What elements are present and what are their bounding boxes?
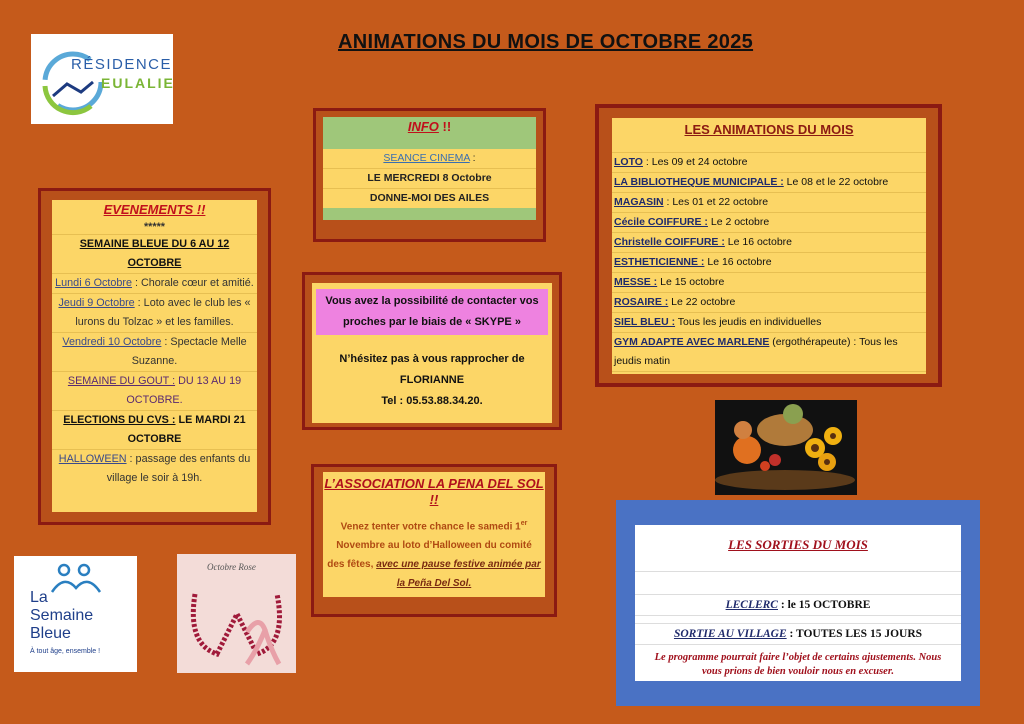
info-film: DONNE-MOI DES AILES <box>369 192 490 204</box>
animation-row-value: Le 08 et le 22 octobre <box>783 176 889 188</box>
animation-row-value: Tous les jeudis en individuelles <box>675 316 822 328</box>
residence-eulalie-logo <box>31 34 173 124</box>
event-jeudi-text: : Loto avec le club les « lurons du Tolzac » et les familles. <box>75 297 251 328</box>
evenements-heading: EVENEMENTS !! <box>103 202 206 217</box>
animation-row-value: Le 16 octobre <box>724 236 792 248</box>
animation-row <box>612 233 926 253</box>
semaine-bleue-tagline: À tout âge, ensemble ! <box>30 648 101 655</box>
semaine-bleue-logo <box>14 556 137 672</box>
cvs-label: ELECTIONS DU CVS : <box>63 414 176 426</box>
animation-row-label: ESTHETICIENNE : <box>614 256 705 268</box>
event-vendredi <box>52 333 257 372</box>
skype-panel <box>312 283 552 423</box>
event-lundi-text: : Chorale cœur et amitié. <box>132 277 254 289</box>
animation-row-label: Cécile COIFFURE : <box>614 216 708 228</box>
pena-text-part1: Venez tenter votre chance le samedi 1 <box>340 521 521 533</box>
octobre-rose-image <box>177 554 296 673</box>
info-panel <box>323 117 536 217</box>
event-elections-cvs <box>52 411 257 450</box>
animation-row-value: (ergothérapeute) : Tous les jeudis matin <box>614 336 898 367</box>
skype-highlight: Vous avez la possibilité de contacter vos proches par le biais de « SKYPE » <box>316 289 548 335</box>
info-seance-colon: : <box>469 152 476 164</box>
animation-row-label: MAGASIN <box>614 196 664 208</box>
event-jeudi <box>52 294 257 333</box>
animations-panel <box>612 118 926 374</box>
animation-row-value: : Les 09 et 24 octobre <box>642 156 748 168</box>
animation-row <box>612 213 926 233</box>
info-heading-bang: !! <box>438 119 452 134</box>
autumn-pumpkin-image <box>715 400 857 495</box>
info-seance-label: SEANCE CINEMA <box>383 152 470 164</box>
skype-contact-text: N’hésitez pas à vous rapprocher de FLORIANNE <box>339 353 525 386</box>
sorties-panel <box>635 525 961 681</box>
halloween-label: HALLOWEEN <box>58 453 127 465</box>
animation-row-value: Le 2 octobre <box>707 216 770 228</box>
leclerc-label: LECLERC <box>725 599 778 611</box>
pena-panel <box>323 472 545 597</box>
info-heading-band <box>323 117 536 149</box>
animations-heading: LES ANIMATIONS DU MOIS <box>612 118 926 153</box>
autumn-illustration <box>715 400 857 495</box>
event-jeudi-day: Jeudi 9 Octobre <box>58 297 135 309</box>
animation-row-value: : Les 01 et 22 octobre <box>663 196 769 208</box>
info-heading: INFO <box>407 119 439 134</box>
semaine-bleue-heading: SEMAINE BLEUE DU 6 AU 12 OCTOBRE <box>52 235 257 274</box>
event-vendredi-day: Vendredi 10 Octobre <box>62 336 162 348</box>
event-halloween <box>52 450 257 488</box>
animation-row <box>612 173 926 193</box>
animation-row-label: GYM ADAPTE AVEC MARLENE <box>614 336 770 348</box>
animation-row <box>612 293 926 313</box>
village-label: SORTIE AU VILLAGE <box>673 628 787 640</box>
leclerc-text: : le 15 OCTOBRE <box>777 599 871 611</box>
logo-text-eulalie: EULALIE <box>101 75 175 91</box>
animation-row-label: SIEL BLEU : <box>614 316 676 328</box>
event-lundi-day: Lundi 6 Octobre <box>55 277 132 289</box>
event-lundi <box>52 274 257 294</box>
sorties-heading: LES SORTIES DU MOIS <box>635 525 961 572</box>
event-semaine-gout <box>52 372 257 411</box>
animation-row-label: LA BIBLIOTHEQUE MUNICIPALE : <box>614 176 784 188</box>
gout-text: DU 13 AU 19 OCTOBRE. <box>126 375 242 406</box>
skype-phone: Tel : 05.53.88.34.20. <box>381 395 483 407</box>
info-seance <box>323 149 536 169</box>
page-title: ANIMATIONS DU MOIS DE OCTOBRE 2025 <box>338 31 754 53</box>
animation-row-label: MESSE : <box>614 276 658 288</box>
sorties-village <box>635 624 961 645</box>
info-bottom-band <box>323 208 536 220</box>
animation-row <box>612 313 926 333</box>
pena-text-part3: avec une pause festive animée par la Peña Del Sol. <box>376 559 541 590</box>
semaine-bleue-bleue: Bleue <box>30 625 71 642</box>
village-text: : TOUTES LES 15 JOURS <box>786 628 923 640</box>
pena-sup: er <box>520 520 528 527</box>
evenements-panel <box>52 200 257 512</box>
evenements-stars: ***** <box>52 220 257 235</box>
animation-row <box>612 153 926 173</box>
semaine-bleue-semaine: Semaine <box>30 607 94 624</box>
halloween-text: : passage des enfants du village le soir à 19h. <box>106 453 251 484</box>
octobre-rose-label: Octobre Rose <box>207 562 256 572</box>
animation-row-label: LOTO <box>614 156 643 168</box>
animation-row <box>612 273 926 293</box>
pena-heading: L’ASSOCIATION LA PENA DEL SOL !! <box>324 476 544 507</box>
cvs-text: LE MARDI 21 OCTOBRE <box>127 414 246 445</box>
sorties-leclerc <box>635 595 961 616</box>
semaine-bleue-la: La <box>30 589 48 606</box>
gout-label: SEMAINE DU GOUT : <box>67 375 176 387</box>
animation-row <box>612 333 926 372</box>
animation-row-label: Christelle COIFFURE : <box>614 236 725 248</box>
animation-row <box>612 253 926 273</box>
animation-row-label: ROSAIRE : <box>614 296 669 308</box>
animation-row-value: Le 22 octobre <box>668 296 736 308</box>
animation-row-value: Le 16 octobre <box>704 256 772 268</box>
pena-text-part2: Novembre au loto d’Halloween du comité des fêtes, <box>327 540 532 571</box>
sorties-note: Le programme pourrait faire l’objet de certains ajustements. Nous vous prions de bien vouloir nous en excuser. <box>654 652 942 677</box>
event-vendredi-text: : Spectacle Melle Suzanne. <box>131 336 247 367</box>
info-date: LE MERCREDI 8 Octobre <box>323 169 536 189</box>
animation-row <box>612 193 926 213</box>
pena-text <box>323 514 545 593</box>
logo-text-residence: RÉSIDENCE <box>71 56 173 73</box>
animation-row-value: Le 15 octobre <box>657 276 725 288</box>
animations-list <box>612 153 926 372</box>
